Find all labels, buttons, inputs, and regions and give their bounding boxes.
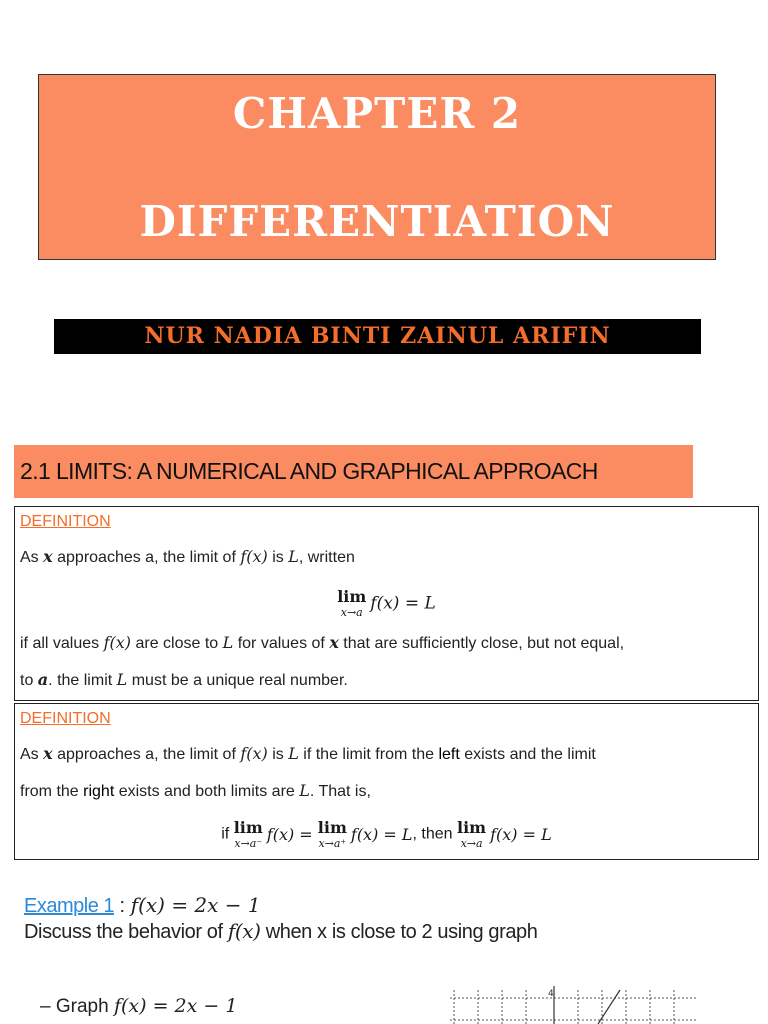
example-heading: Example 1 : f(x) = 2x − 1 [24,893,261,917]
chapter-topic: DIFFERENTIATION [139,197,615,246]
limit-formula: lim x→a f(x) = L [337,587,436,619]
definition-label: DEFINITION [20,710,111,727]
definition-box-2 [14,703,759,860]
definition-text-line: As x approaches a, the limit of f(x) is L, written [20,547,355,566]
section-heading: 2.1 LIMITS: A NUMERICAL AND GRAPHICAL APPROACH [14,445,693,498]
example-link[interactable]: Example 1 [24,895,114,917]
definition-text-line: if all values f(x) are close to L for values of x that are sufficiently close, but not equal, [20,633,625,652]
graph-line [598,990,620,1024]
definition-box-1 [14,506,759,701]
graph-grid [448,986,698,1024]
definition-text-line: to a. the limit L must be a unique real number. [20,670,348,689]
example-bullet: – Graph f(x) = 2x − 1 [40,995,238,1017]
limit-operator: lim x→a [457,818,487,850]
author-name: NUR NADIA BINTI ZAINUL ARIFIN [54,319,701,354]
limit-operator: lim x→a⁺ [317,818,347,850]
definition-text-line: As x approaches a, the limit of f(x) is L if the limit from the left exists and the limit [20,744,596,763]
chapter-number: CHAPTER 2 [232,89,522,138]
example-function: f(x) = 2x − 1 [130,893,261,917]
graph-tick-label: 4 [548,989,554,999]
definition-label: DEFINITION [20,513,111,530]
limit-operator: lim x→a [337,587,367,619]
example-description: Discuss the behavior of f(x) when x is close to 2 using graph [24,919,538,943]
one-sided-limit-formula: if lim x→a⁻ f(x) = lim x→a⁺ f(x) = L, then lim x→a f(x) = L [221,818,552,850]
chapter-title-box [38,74,716,260]
limit-operator: lim x→a⁻ [233,818,263,850]
definition-text-line: from the right exists and both limits are L. That is, [20,781,371,800]
